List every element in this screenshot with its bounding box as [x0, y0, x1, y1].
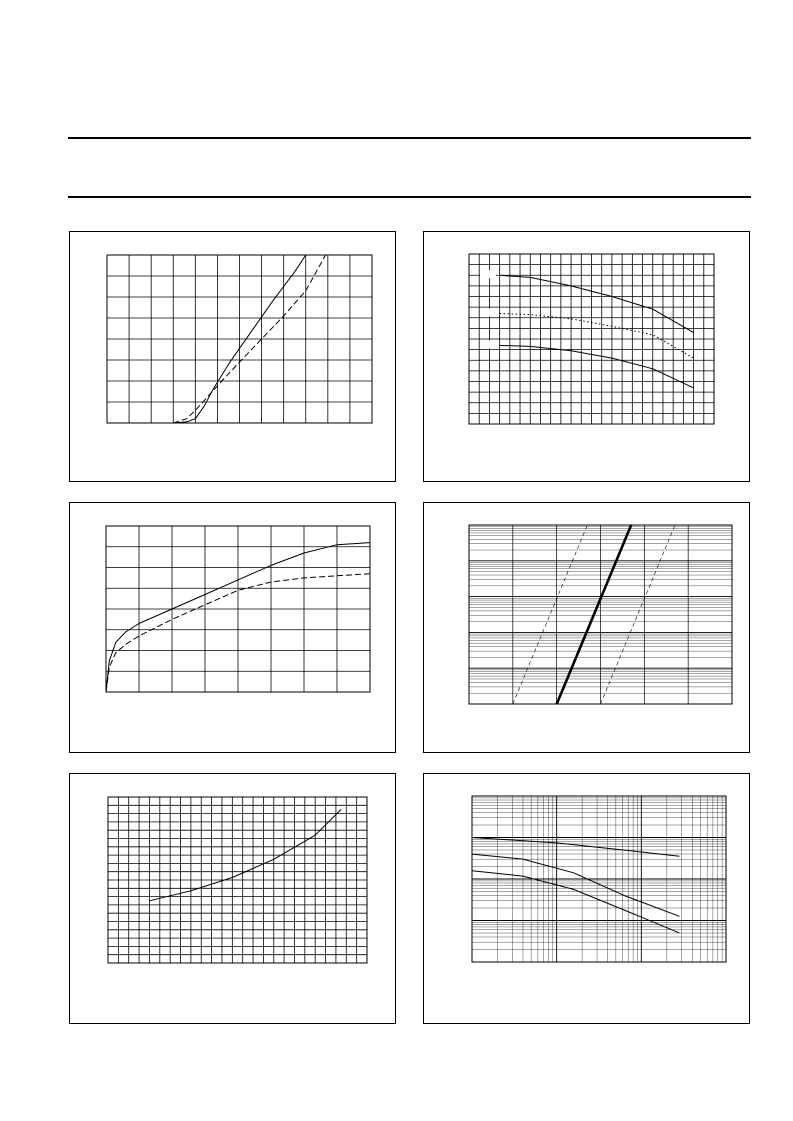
figure-1-chart: [70, 232, 397, 483]
series-line-2: [557, 525, 632, 704]
curve-tag-1: [480, 270, 496, 278]
figure-1-panel: [69, 231, 396, 482]
figure-2-chart: [424, 232, 751, 483]
figure-4-panel: [423, 502, 750, 753]
header-rule-bottom: [68, 196, 751, 198]
figure-3-chart: [70, 503, 397, 754]
series-line-1: [513, 525, 588, 704]
series-line-3: [472, 871, 679, 933]
figure-4-chart: [424, 503, 751, 754]
series-line-3: [601, 525, 676, 704]
series-line-2: [500, 314, 694, 359]
figure-2-panel: [423, 231, 750, 482]
figure-5-chart: [70, 774, 397, 1025]
curve-tag-3: [480, 340, 496, 348]
header-rule-top: [68, 137, 751, 139]
series-line-2: [472, 854, 679, 916]
series-line-1: [500, 275, 694, 332]
figure-5-panel: [69, 773, 396, 1024]
curve-tag-2: [480, 309, 496, 317]
figure-6-chart: [424, 774, 751, 1025]
figure-6-panel: [423, 773, 750, 1024]
figure-3-panel: [69, 502, 396, 753]
